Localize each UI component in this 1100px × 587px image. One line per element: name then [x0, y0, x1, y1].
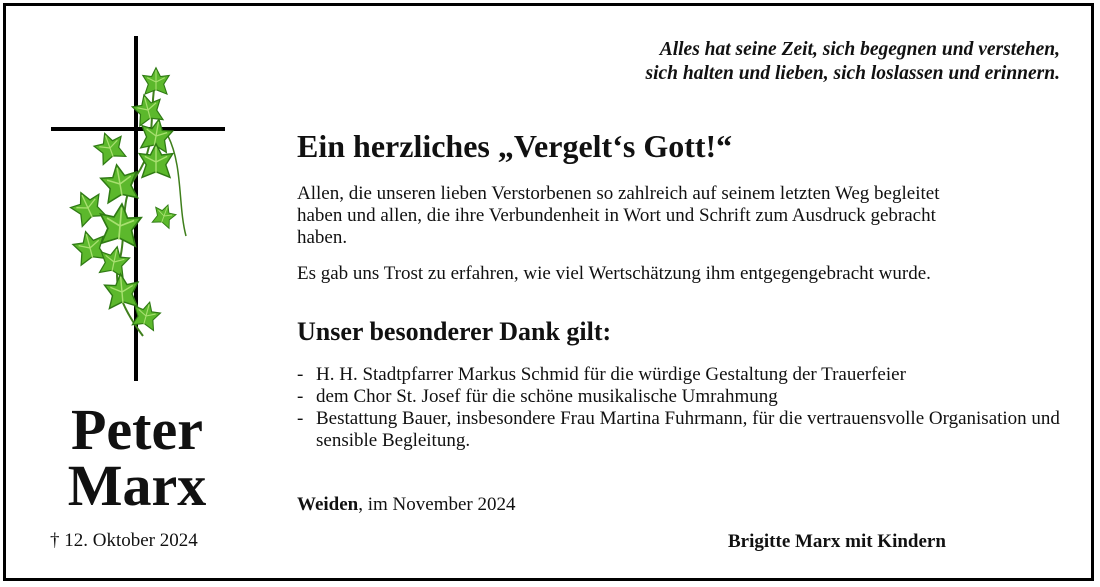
place-rest: , im November 2024	[358, 494, 516, 515]
motto-line-1: Alles hat seine Zeit, sich begegnen und verstehen,	[659, 39, 1060, 60]
list-dash: -	[297, 386, 304, 407]
signature: Brigitte Marx mit Kindern	[728, 531, 946, 552]
place-city: Weiden	[297, 494, 359, 515]
list-item	[297, 408, 1067, 452]
motto-line-2: sich halten und lieben, sich loslassen und erinnern.	[645, 63, 1060, 84]
last-name: Marx	[67, 453, 207, 518]
thanks-heading: Unser besonderer Dank gilt:	[297, 317, 612, 346]
first-name: Peter	[71, 397, 203, 462]
motto-quote	[646, 38, 1060, 86]
deceased-name	[38, 397, 236, 518]
headline: Ein herzliches „Vergelt‘s Gott!“	[297, 128, 733, 164]
paragraph-1: Allen, die unseren lieben Verstorbenen so zahlreich auf seinem letzten Weg begleitet haben und allen, die ihre Verbundenheit in Wort und Schrift zum Ausdruck gebracht haben.	[297, 183, 940, 248]
list-item	[297, 386, 1067, 408]
paragraph-2: Es gab uns Trost zu erfahren, wie viel Wertschätzung ihm entgegengebracht wurde.	[297, 263, 931, 284]
death-date: † 12. Oktober 2024	[50, 530, 198, 551]
list-item	[297, 364, 1067, 386]
thanks-item-text: dem Chor St. Josef für die schöne musikalische Umrahmung	[316, 386, 778, 407]
place-date	[297, 494, 516, 516]
thanks-item-text: H. H. Stadtpfarrer Markus Schmid für die würdige Gestaltung der Trauerfeier	[316, 364, 906, 385]
cross-with-ivy-icon	[48, 36, 228, 381]
list-dash: -	[297, 364, 304, 385]
thanks-list	[297, 364, 1067, 452]
thanks-item-text: Bestattung Bauer, insbesondere Frau Martina Fuhrmann, für die vertrauensvolle Organisation und sensible Begleitung.	[316, 408, 1060, 451]
list-dash: -	[297, 408, 304, 429]
